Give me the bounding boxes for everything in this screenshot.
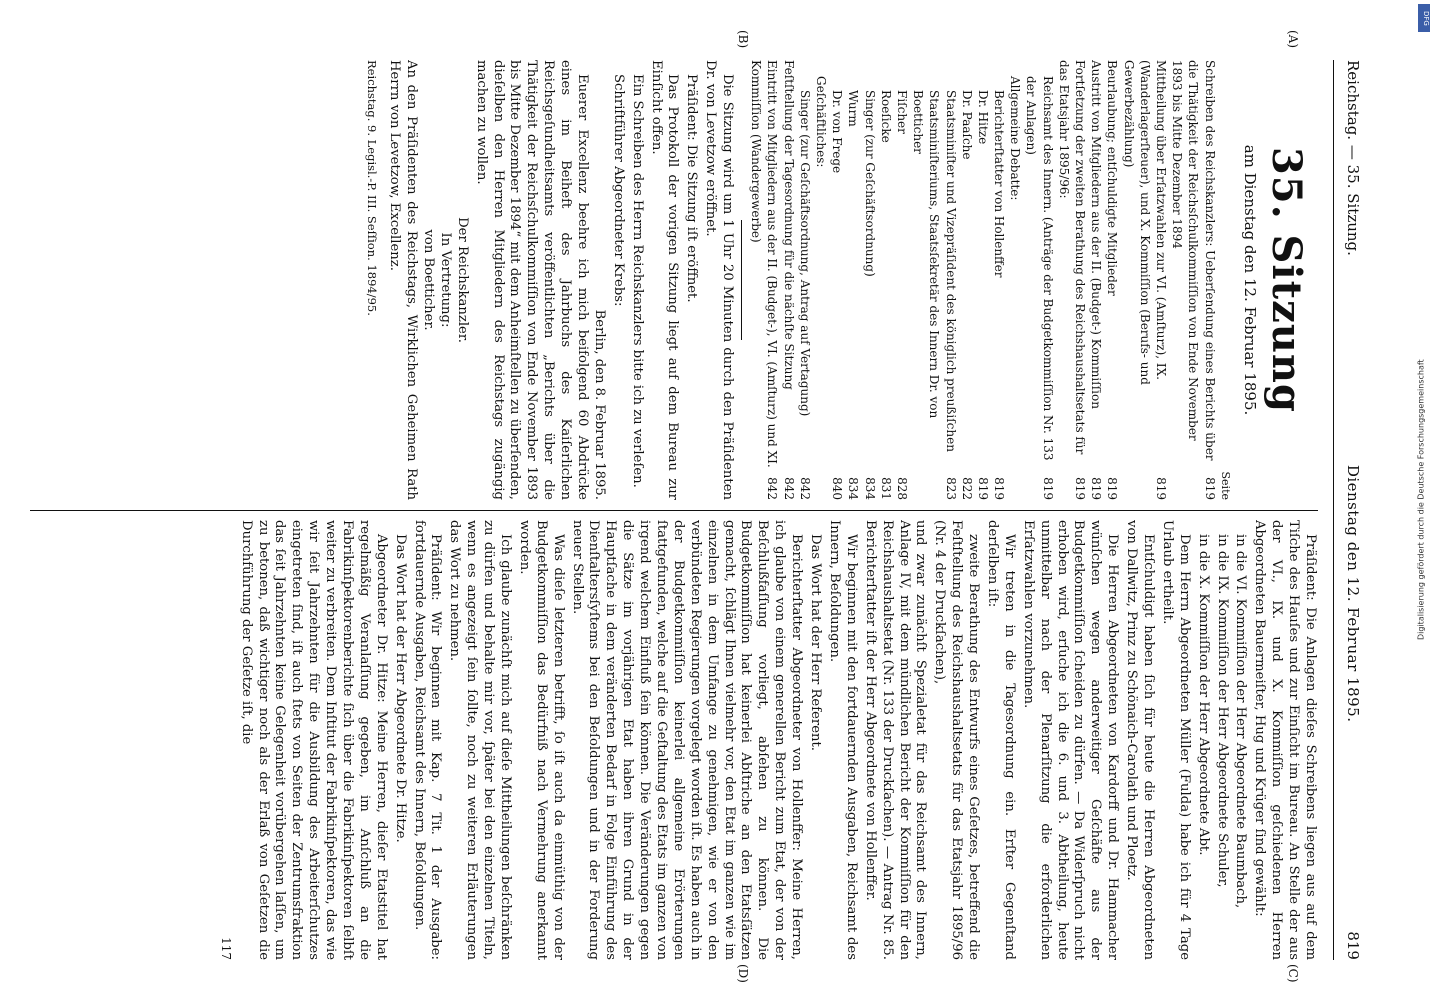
toc-entry: [1088, 60, 1104, 500]
toc-entry-title: Geſchäftliches:: [814, 76, 829, 168]
toc-entry-page: 842: [781, 477, 796, 500]
toc-entry-title: Beurlaubung; entſchuldigte Mitglieder: [1105, 60, 1120, 296]
toc-entry-page: 819: [1040, 477, 1055, 500]
toc-entry-page: 831: [878, 477, 893, 500]
paragraph: Die Herren Abgeordneten von Kardorff und Dr. Hammacher wünſchen wegen anderweitiger Geſchäfte aus der Budgetkommiſſion ſcheiden zu dürfen. — Da Widerſpruch nicht erhoben wird, erſuche ich die 6. und 3. Abtheilung, heute unmittelbar nach der Plenarſitzung die erforderlichen Erſatzwahlen vorzunehmen.: [1020, 520, 1121, 960]
paragraph: Berlin, den 8. Februar 1895.: [591, 309, 607, 500]
toc-entry-page: 828: [894, 477, 909, 500]
toc-entry: [829, 60, 845, 500]
footer-note: Reichstag. 9. Legisl.-P. III. Seſſion. 1894/95.: [365, 60, 380, 316]
session-subtitle: am Dienstag den 12. Februar 1895.: [1240, 144, 1259, 416]
digitization-credit: Digitalisierung gefördert durch die Deutsche Forschungsgemeinschaft: [1416, 359, 1426, 641]
paragraph: Das Protokoll der vorigen Sitzung liegt auf dem Bureau zur Einſicht offen.: [648, 60, 681, 500]
toc-entry: [1169, 60, 1218, 500]
paragraph: von Boetticher.: [420, 229, 436, 331]
toc-entry-page: 819: [1202, 477, 1217, 500]
left-column-body: [365, 60, 736, 500]
toc-entry-title: Mittheilung über Erſatzwahlen zur VI. (Amſturz), IX. (Wanderlagerſteuer), und X. Kommiſſion (Berufs- und Gewerbezählung): [1121, 60, 1168, 385]
paragraph: Der Reichskanzler.: [454, 217, 470, 343]
toc-entry: [1120, 60, 1169, 500]
toc-entry-page: 834: [862, 477, 877, 500]
toc-entry-title: Allgemeine Debatte:: [1008, 76, 1023, 201]
toc-entry-title: Fortſetzung der zweiten Berathung des Reichshaushaltsetats für das Etatsjahr 1895/96:: [1056, 60, 1088, 455]
paragraph: Präſident: Wir beginnen mit Kap. 7 Tit. 1 der Ausgabe: fortdauernde Ausgaben, Reichsamt des Innern, Beſoldungen.: [411, 520, 444, 960]
toc-entry: [975, 60, 991, 500]
paragraph: Wir beginnen mit den fortdauernden Ausgaben, Reichsamt des Innern, Beſoldungen.: [826, 520, 859, 960]
sheet-number: 117: [218, 937, 233, 960]
paragraph: in die VI. Kommiſſion der Herr Abgeordnete Baumbach,: [1233, 534, 1249, 909]
toc-entry-page: 819: [1089, 477, 1104, 500]
toc-entry: [1023, 60, 1055, 500]
toc-entry-page: 819: [975, 477, 990, 500]
margin-marker-c: (C): [1286, 964, 1300, 983]
toc-entry-page: 819: [1073, 477, 1088, 500]
margin-marker-d: (D): [736, 964, 750, 983]
right-column-body: [217, 520, 1318, 960]
paragraph: An den Präſidenten des Reichstags, Wirklichen Geheimen Rath Herrn von Levetzow, Excellenz.: [387, 60, 420, 500]
margin-marker-b: (B): [736, 30, 750, 49]
toc-entry-title: Singer (zur Geſchäftsordnung): [862, 90, 877, 277]
paragraph: Präſident: Die Sitzung iſt eröffnet.: [684, 74, 700, 303]
paragraph: zweite Berathung des Entwurfs eines Geſetzes, betreffend die Feſtſtellung des Reichshaushaltsetats für das Etatsjahr 1895/96 (Nr. 4 der Druckſachen),: [932, 520, 982, 960]
dfg-logo: DFG: [1418, 4, 1430, 32]
paragraph: Dem Herrn Abgeordneten Müller (Fulda) habe ich für 4 Tage Urlaub ertheilt.: [1159, 520, 1192, 960]
toc-entry: [878, 60, 894, 500]
paragraph: Berichterſtatter Abgeordneter von Hollenffer: Meine Herren, ich glaube von einem generellen Bericht zum Etat, der von der Beſchlußfaſſung vorliegt, abſehen zu können. Die Budgetkommiſſion hat keinerlei Abſtriche an den Etatsſätzen gemacht, ſchlägt Ihnen vielmehr vor, den Etat im ganzen wie im einzelnen in dem Umfange zu genehmigen, wie er von den verbündeten Regierungen vorgelegt worden iſt. Es haben auch in der Budgetkommiſſion keinerlei allgemeine Erörterungen ſtattgefunden, welche auf die Geſtaltung des Etats im ganzen von irgend welchem Einfluß ſein können. Die Veränderungen gegen die Sätze im vorjährigen Etat haben ihren Grund in der Hauptſache in dem veränderten Bedarf in Folge Einführung des Dienſtaltersſyſtems bei den Beſoldungen und in der Forderung neuer Stellen.: [569, 520, 805, 960]
running-head-left: Reichstag. — 35. Sitzung.: [1344, 60, 1362, 256]
toc-seite-label: Seite: [1218, 471, 1232, 500]
margin-marker-a: (A): [1286, 30, 1300, 49]
toc-entry: [1056, 60, 1088, 500]
toc-entry-title: Dr. Paaſche: [959, 90, 974, 160]
toc-entry: [1104, 60, 1120, 500]
divider: [741, 220, 742, 340]
toc-entry-title: Feſtſtellung der Tagesordnung für die nächſte Sitzung: [781, 60, 796, 390]
toc-entry-title: Berichterſtatter von Hollenffer: [992, 90, 1007, 278]
toc-entry: [748, 60, 780, 500]
paragraph: Wir treten in die Tagesordnung ein. Erſter Gegenſtand derſelben iſt:: [984, 520, 1017, 960]
toc-entry: [797, 60, 813, 500]
column-left: [30, 60, 1318, 500]
toc-entry-title: Eintritt von Mitgliedern aus der II. (Budget-), VI. (Amſturz) und XI. Kommiſſion (Wandergewerbe): [749, 60, 780, 468]
toc-entry-page: 834: [846, 477, 861, 500]
toc-entry: [1007, 60, 1023, 500]
paragraph: Ich glaube zunächſt mich auf dieſe Mittheilungen beſchränken zu dürfen und behalte mir vor, ſpäter bei den einzelnen Titeln, wenn es angezeigt ſein ſollte, noch zu weiteren Erläuterungen das Wort zu nehmen.: [447, 520, 514, 960]
toc-entry-page: [1007, 472, 1023, 500]
toc-entry-page: 842: [797, 477, 812, 500]
page-number: 819: [1344, 931, 1362, 960]
toc-entry-title: Fiſcher: [894, 90, 909, 134]
toc-entry-page: 822: [959, 477, 974, 500]
toc-entry: [910, 60, 959, 500]
paragraph: Schriftführer Abgeordneter Krebs:: [610, 74, 626, 307]
paragraph: Euerer Excellenz beehre ich mich beifolgend 60 Abdrücke eines im Beiheft des Jahrbuchs des Kaiſerlichen Reichsgeſundheitsamts veröffentlichten „Berichts über die Thätigkeit der Reichsſchulkommiſſion von Ende November 1893 bis Mitte Dezember 1894“ mit dem Anheimſtellen zu überſenden, dieſelben den Herren Mitgliedern des Reichstags zugängig machen zu wollen.: [473, 60, 590, 500]
paragraph: Abgeordneter Dr. Hitze: Meine Herren, dieſer Etatstitel hat regelmäßig Veranlaſſung gegeben, im Anſchluß an die Fabrikinſpektorenberichte ſich über die Fabrikinſpektoren ſelbſt weiter zu verbreiten. Dem Inſtitut der Fabrikinſpektoren, das wie wir ſeit Jahrzehnten für die Ausbildung des Arbeiterſchutzes eingetreten ſind, iſt auch ſtets von Seiten der Zentrumsfraktion das ſeit Jahrzehnten keine Gelegenheit vorübergehen laſſen, um zu betonen, daß wichtiger noch als der Erlaß von Geſetzen die Durchführung der Geſetze iſt, die: [238, 520, 389, 960]
toc-entry: [991, 60, 1007, 500]
toc-entry-page: 819: [992, 477, 1007, 500]
paragraph: und zwar zunächſt Spezialetat für das Reichsamt des Innern, Anlage IV, mit dem mündlichen Bericht der Kommiſſion für den Reichshaushaltsetat (Nr. 133 der Druckſachen). — Antrag Nr. 85. Berichterſtatter iſt der Herr Abgeordnete von Hollenffer.: [862, 520, 929, 960]
toc-entry-page: 840: [830, 477, 845, 500]
toc-entry-title: Austritt von Mitgliedern aus der II. (Budget-) Kommiſſion: [1089, 60, 1104, 409]
paragraph: Präſident: Die Anlagen dieſes Schreibens liegen aus auf dem Tiſche des Hauſes und zur Einſicht im Bureau. An Stelle der aus der VI., IX. und X. Kommiſſion geſchiedenen Herren Abgeordneten Bauermeiſter, Hug und Krüger ſind gewählt:: [1252, 520, 1318, 960]
table-of-contents: [748, 60, 1217, 500]
toc-entry-page: 819: [1153, 477, 1168, 500]
toc-entry-title: Reichsamt des Innern. (Anträge der Budgetkommiſſion Nr. 133 der Anlagen): [1024, 76, 1055, 461]
toc-entry-page: [813, 472, 829, 500]
toc-entry: [845, 60, 861, 500]
toc-entry: [813, 60, 829, 500]
toc-entry: [780, 60, 796, 500]
paragraph: Das Wort hat der Herr Referent.: [808, 534, 824, 751]
running-head: [1333, 60, 1362, 960]
session-title: 35. Sitzung: [1263, 147, 1310, 413]
toc-entry-title: Wurm: [846, 90, 861, 127]
toc-entry-page: 819: [1105, 477, 1120, 500]
toc-entry-title: Roeſicke: [878, 90, 893, 143]
paragraph: in die X. Kommiſſion der Herr Abgeordnete Abt.: [1195, 534, 1211, 856]
paragraph: Das Wort hat der Herr Abgeordnete Dr. Hitze.: [392, 534, 408, 843]
toc-entry-title: Schreiben des Reichskanzlers: Ueberſendung eines Berichts über die Thätigkeit der Reichsſchulkommiſſion von Ende November 1893 bis Mitte Dezember 1894: [1170, 60, 1217, 461]
paragraph: in die IX. Kommiſſion der Herr Abgeordnete Schuler,: [1214, 534, 1230, 888]
toc-entry: [861, 60, 877, 500]
column-divider: [30, 510, 1318, 511]
toc-entry: [894, 60, 910, 500]
toc-entry-page: 823: [943, 477, 958, 500]
paragraph: Entſchuldigt haben ſich für heute die Herren Abgeordneten von Dallwitz, Prinz zu Schönaich-Carolath und Ploetz.: [1124, 520, 1156, 960]
toc-entry-title: Staatsminiſter und Vizepräſident des königlich preußiſchen Staatsminiſteriums, Staatsſekretär des Innern Dr. von Boetticher: [911, 90, 958, 452]
toc-entry: [959, 60, 975, 500]
paragraph: In Vertretung:: [437, 232, 453, 328]
running-head-center: Dienstag den 12. Februar 1895.: [1344, 464, 1362, 723]
toc-entry-title: Dr. von Frege: [830, 90, 845, 174]
toc-entry-title: Singer (zur Geſchäftsordnung, Antrag auf Vertagung): [797, 90, 812, 417]
column-right: [30, 520, 1318, 960]
paragraph: Die Sitzung wird um 1 Uhr 20 Minuten durch den Präſidenten Dr. von Levetzow eröffnet.: [703, 60, 736, 500]
paragraph: Was dieſe letzteren betrifft, ſo iſt auch da einmüthig von der Budgetkommiſſion das Bedürfniß nach Vermehrung anerkannt worden.: [516, 520, 566, 960]
paragraph: Ein Schreiben des Herrn Reichskanzlers bitte ich zu verleſen.: [629, 74, 645, 488]
toc-entry-page: 842: [765, 477, 780, 500]
toc-entry-title: Dr. Hitze: [975, 90, 990, 145]
